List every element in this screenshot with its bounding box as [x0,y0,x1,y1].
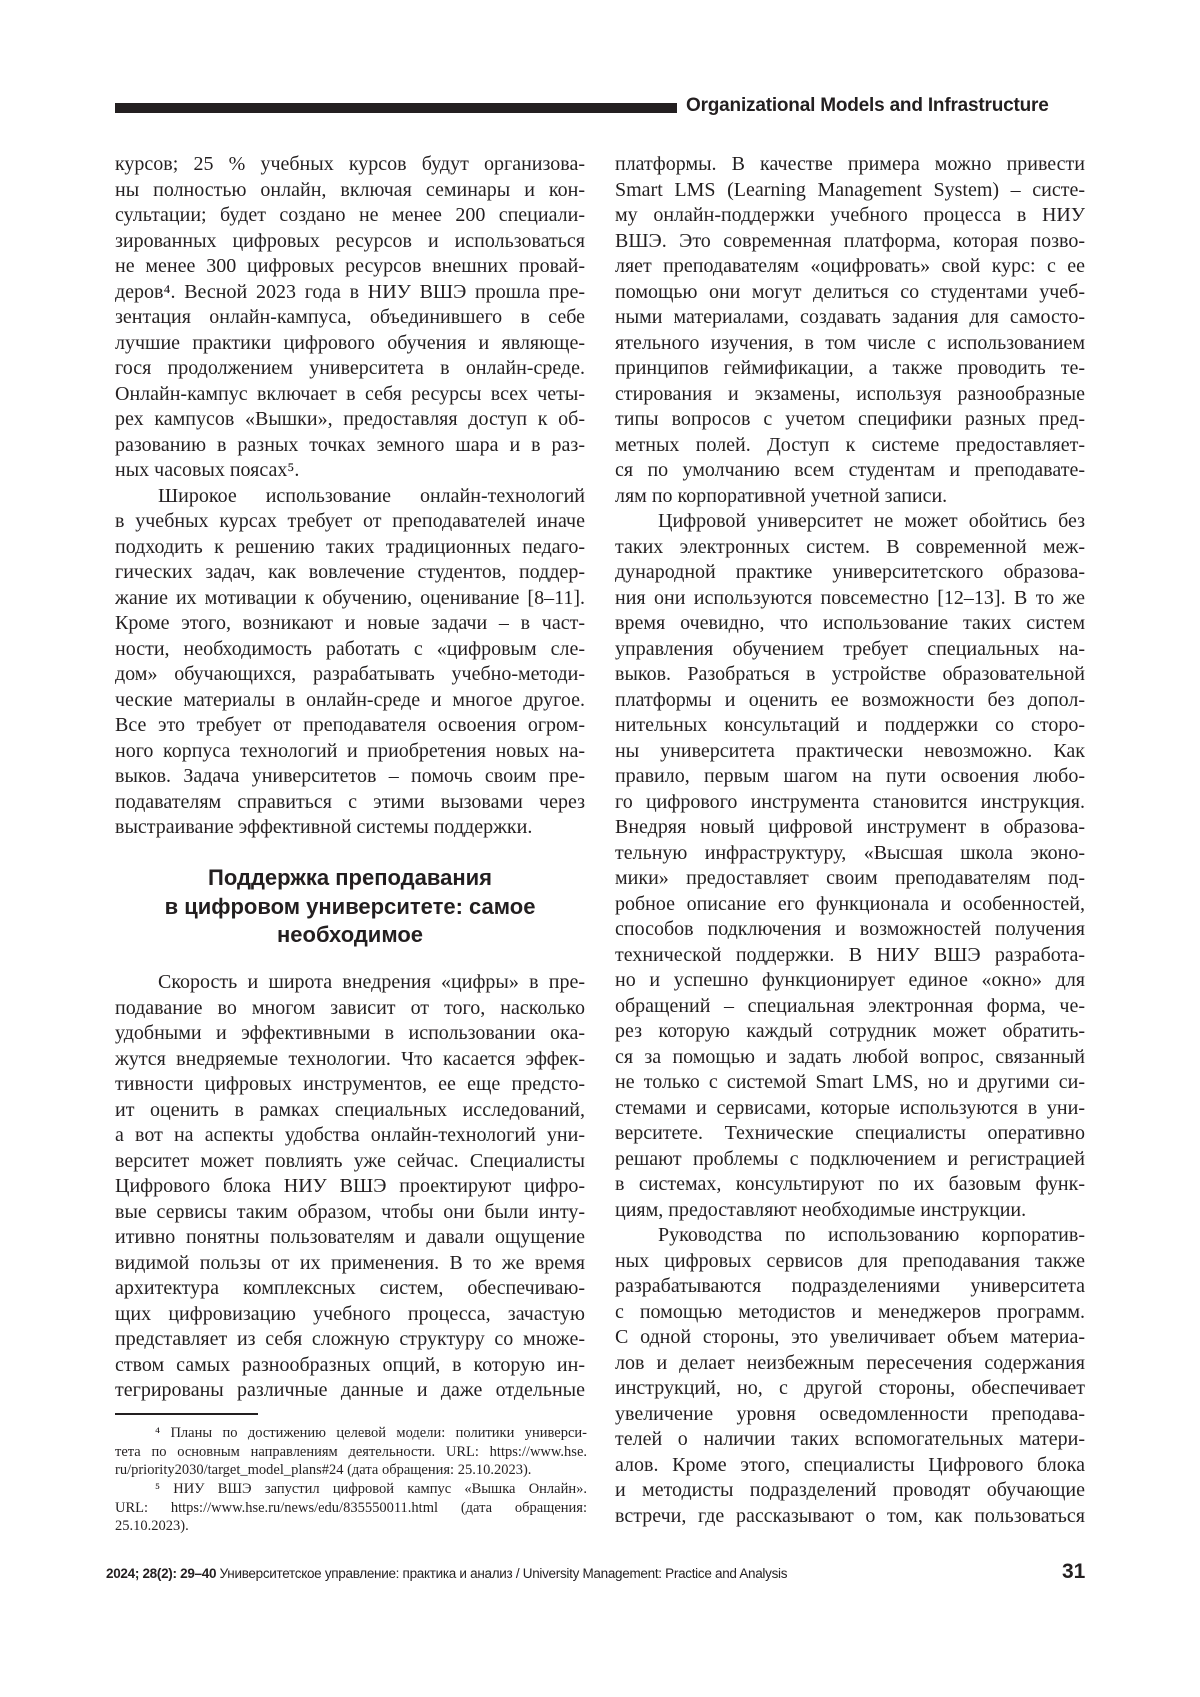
footnote-line: URL: https://www.hse.ru/news/edu/835550011.html (дата обращения: [115,1499,587,1518]
text-line: видимой пользы от их применения. В то же время [115,1251,585,1277]
text-line: правило, первым шагом на пути освоения любо- [615,764,1085,790]
footnotes [115,1424,587,1536]
text-line: лучшие практики цифрового обучения и являюще- [115,331,585,357]
text-line: циям, предоставляют необходимые инструкции. [615,1198,1085,1224]
text-line: ством самых разнообразных опций, в которую ин- [115,1353,585,1379]
text-line: подавателям справиться с этими вызовами через [115,790,585,816]
footnote [115,1480,587,1536]
text-line: платформы и оценить ее возможности без допол- [615,688,1085,714]
text-line: ит оценить в рамках специальных исследований, [115,1098,585,1124]
text-line: Цифровой университет не может обойтись без [615,509,1085,535]
text-line: жание их мотивации к обучению, оценивание [8–11]. [115,586,585,612]
text-line: тивности цифровых инструментов, ее еще предсто- [115,1072,585,1098]
text-line: рез которую каждый сотрудник может обратить- [615,1019,1085,1045]
text-line: С одной стороны, это увеличивает объем материа- [615,1325,1085,1351]
text-line: зированных цифровых ресурсов и использоваться [115,229,585,255]
text-line: не только с системой Smart LMS, но и другими си- [615,1070,1085,1096]
heading-line: в цифровом университете: самое [115,893,585,922]
text-line: лов и делает неизбежным пересечения содержания [615,1351,1085,1377]
text-line: таких электронных систем. В современной меж- [615,535,1085,561]
footnote-separator [115,1413,258,1415]
text-line: но и успешно функционирует единое «окно» для [615,968,1085,994]
text-line: Smart LMS (Learning Management System) – систе- [615,178,1085,204]
text-line: робное описание его функционала и особенностей, [615,892,1085,918]
text-line: не менее 300 цифровых ресурсов внешних провай- [115,254,585,280]
text-line: с помощью методистов и менеджеров программ. [615,1300,1085,1326]
paragraph [615,1223,1085,1529]
left-column-bottom [115,970,585,1404]
text-line: телей о наличии таких вспомогательных матери- [615,1427,1085,1453]
footnote-line: ru/priority2030/target_model_plans#24 (дата обращения: 25.10.2023). [115,1461,587,1480]
footer-citation: 2024; 28(2): 29–40 [106,1566,216,1581]
text-line: итивно понятны пользователям и давали ощущение [115,1225,585,1251]
text-line: ными материалами, создавать задания для самосто- [615,305,1085,331]
text-line: ных часовых поясах⁵. [115,458,585,484]
paragraph [115,484,585,841]
text-line: выстраивание эффективной системы поддержки. [115,815,585,841]
text-line: помощью они могут делиться со студентами учеб- [615,280,1085,306]
right-column [615,152,1085,1529]
text-line: выков. Разобраться в устройстве образовательной [615,662,1085,688]
text-line: стирования и экзамены, используя разнообразные [615,382,1085,408]
text-line: подавание во многом зависит от того, насколько [115,996,585,1022]
text-line: курсов; 25 % учебных курсов будут организова- [115,152,585,178]
text-line: ны полностью онлайн, включая семинары и кон- [115,178,585,204]
text-line: встречи, где рассказывают о том, как пользоваться [615,1504,1085,1530]
text-line: ляет преподавателям «оцифровать» свой курс: с ее [615,254,1085,280]
text-line: стемами и сервисами, которые используются в уни- [615,1096,1085,1122]
text-line: нительных консультаций и поддержки со сторо- [615,713,1085,739]
text-line: тегрированы различные данные и даже отдельные [115,1378,585,1404]
text-line: инструкций, но, с другой стороны, обеспечивает [615,1376,1085,1402]
page-footer [106,1564,787,1584]
text-line: мики» предоставляет своим преподавателям под- [615,866,1085,892]
heading-line: необходимое [115,921,585,950]
text-line: Все это требует от преподавателя освоения огром- [115,713,585,739]
text-line: рех кампусов «Вышки», предоставляя доступ к об- [115,407,585,433]
text-line: и методисты подразделений проводят обучающие [615,1478,1085,1504]
text-line: платформы. В качестве примера можно привести [615,152,1085,178]
text-line: гических задач, как вовлечение студентов, поддер- [115,560,585,586]
text-line: го цифрового инструмента становится инструкция. [615,790,1085,816]
text-line: деров⁴. Весной 2023 года в НИУ ВШЭ прошла пре- [115,280,585,306]
text-line: выков. Задача университетов – помочь своим пре- [115,764,585,790]
text-line: му онлайн-поддержки учебного процесса в НИУ [615,203,1085,229]
text-line: управления обучением требует специальных на- [615,637,1085,663]
text-line: в учебных курсах требует от преподавателей иначе [115,509,585,535]
text-line: удобными и эффективными в использовании ока- [115,1021,585,1047]
heading-line: Поддержка преподавания [115,864,585,893]
text-line: ятельного изучения, в том числе с использованием [615,331,1085,357]
text-line: ся за помощью и задать любой вопрос, связанный [615,1045,1085,1071]
text-line: сультации; будет создано не менее 200 специали- [115,203,585,229]
text-line: лям по корпоративной учетной записи. [615,484,1085,510]
text-line: гося продолжением университета в онлайн-среде. [115,356,585,382]
text-line: ния они используются повсеместно [12–13]. В то же [615,586,1085,612]
footnote-line: ⁵ НИУ ВШЭ запустил цифровой кампус «Вышка Онлайн». [115,1480,587,1499]
text-line: Цифрового блока НИУ ВШЭ проектируют цифро- [115,1174,585,1200]
text-line: способов подключения и возможностей получения [615,917,1085,943]
text-line: в системах, консультируют по их базовым функ- [615,1172,1085,1198]
text-line: ности, необходимость работать с «цифровым сле- [115,637,585,663]
text-line: ного корпуса технологий и приобретения новых на- [115,739,585,765]
text-line: решают проблемы с подключением и регистрацией [615,1147,1085,1173]
text-line: верситете. Технические специалисты оперативно [615,1121,1085,1147]
text-line: обращений – специальная электронная форма, че- [615,994,1085,1020]
text-line: ческие материалы в онлайн-среде и многое другое. [115,688,585,714]
text-line: дом» обучающихся, разрабатывать учебно-методи- [115,662,585,688]
text-line: разрабатываются подразделениями университета [615,1274,1085,1300]
page-number: 31 [1062,1560,1085,1584]
text-line: Руководства по использованию корпоратив- [615,1223,1085,1249]
footnote-line: ⁴ Планы по достижению целевой модели: политики универси- [115,1424,587,1443]
header-rule [115,103,677,113]
text-line: Онлайн-кампус включает в себя ресурсы всех четы- [115,382,585,408]
paragraph [615,509,1085,1223]
text-line: архитектура комплексных систем, обеспечиваю- [115,1276,585,1302]
text-line: увеличение уровня осведомленности преподава- [615,1402,1085,1428]
text-line: типы вопросов с учетом специфики разных пред- [615,407,1085,433]
paragraph [115,970,585,1404]
text-line: жутся внедряемые технологии. Что касается эффек- [115,1047,585,1073]
text-line: подходить к решению таких традиционных педаго- [115,535,585,561]
text-line: время очевидно, что использование таких систем [615,611,1085,637]
text-line: Кроме этого, возникают и новые задачи – в част- [115,611,585,637]
text-line: технической поддержки. В НИУ ВШЭ разработа- [615,943,1085,969]
left-column-top [115,152,585,841]
paragraph [115,152,585,484]
text-line: зентация онлайн-кампуса, объединившего в себе [115,305,585,331]
footnote-line: 25.10.2023). [115,1517,587,1536]
text-line: метных полей. Доступ к системе предоставляет- [615,433,1085,459]
text-line: разованию в разных точках земного шара и в раз- [115,433,585,459]
text-line: щих цифровизацию учебного процесса, зачастую [115,1302,585,1328]
text-line: ся по умолчанию всем студентам и преподавате- [615,458,1085,484]
section-title: Organizational Models and Infrastructure [686,94,1086,118]
text-line: представляет из себя сложную структуру со множе- [115,1327,585,1353]
text-line: тельную инфраструктуру, «Высшая школа эконо- [615,841,1085,867]
text-line: а вот на аспекты удобства онлайн-технологий уни- [115,1123,585,1149]
text-line: Скорость и широта внедрения «цифры» в пре- [115,970,585,996]
text-line: ны университета практически невозможно. Как [615,739,1085,765]
footnote [115,1424,587,1480]
paragraph [615,152,1085,509]
footnote-line: тета по основным направлениям деятельности. URL: https://www.hse. [115,1443,587,1462]
text-line: ВШЭ. Это современная платформа, которая позво- [615,229,1085,255]
section-heading [115,864,585,950]
text-line: ных цифровых сервисов для преподавания также [615,1249,1085,1275]
text-line: вые сервисы таким образом, чтобы они были инту- [115,1200,585,1226]
text-line: Широкое использование онлайн-технологий [115,484,585,510]
footer-journal: Университетское управление: практика и анализ / University Management: Practice and Analysis [220,1566,788,1581]
text-line: принципов геймификации, а также проводить те- [615,356,1085,382]
text-line: дународной практике университетского образова- [615,560,1085,586]
text-line: алов. Кроме этого, специалисты Цифрового блока [615,1453,1085,1479]
text-line: верситет может повлиять уже сейчас. Специалисты [115,1149,585,1175]
text-line: Внедряя новый цифровой инструмент в образова- [615,815,1085,841]
